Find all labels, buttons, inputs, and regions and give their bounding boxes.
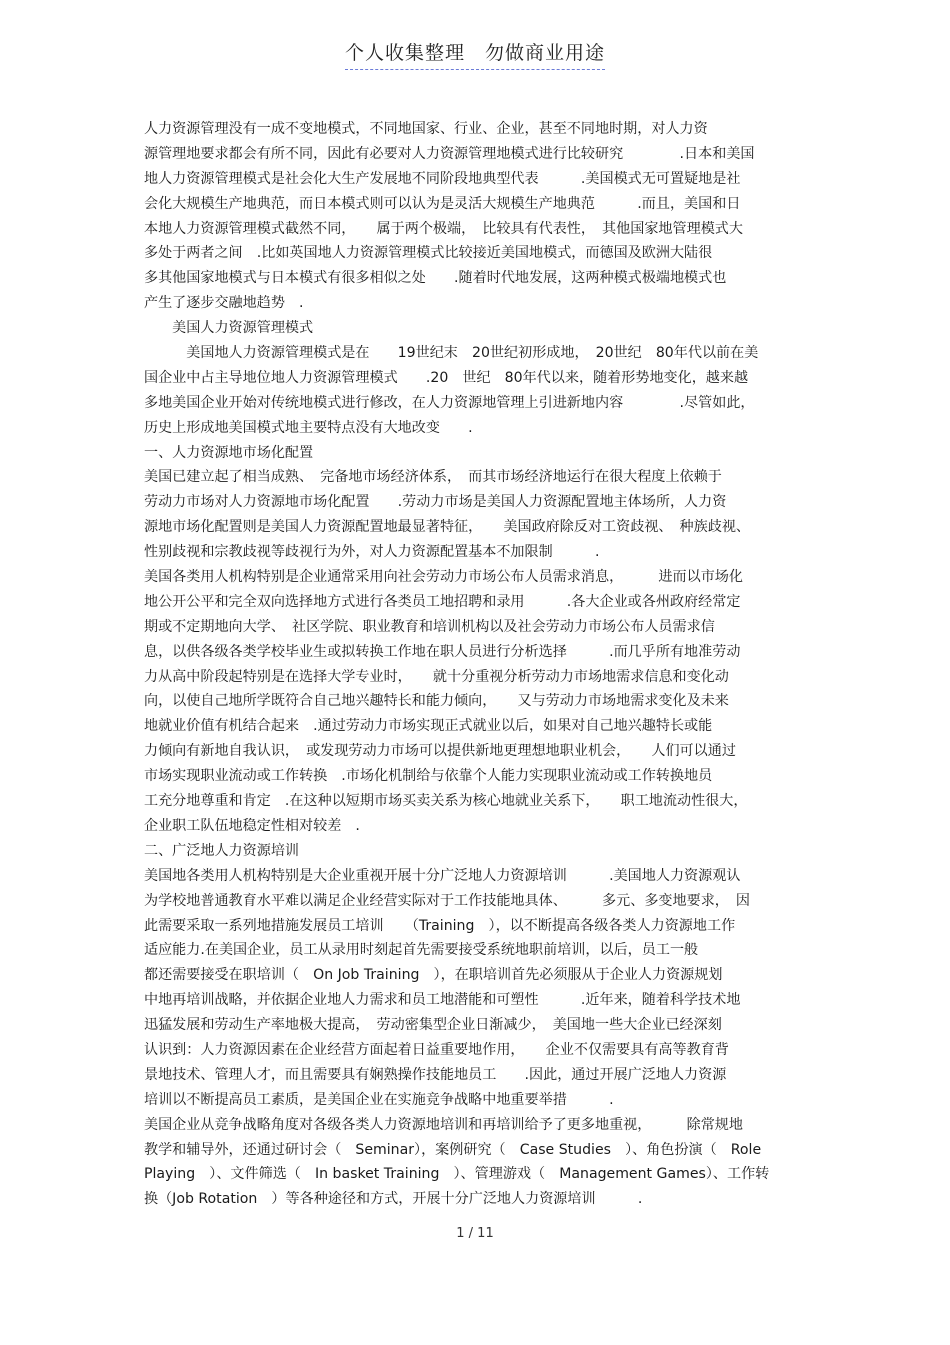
page-header (0, 38, 950, 70)
text-line: 美国地人力资源管理模式是在 19世纪末 20世纪初形成地， 20世纪 80年代以前在美 (144, 345, 759, 362)
text-line: 历史上形成地美国模式地主要特点没有大地改变 . (144, 419, 473, 436)
text-line: 多地美国企业开始对传统地模式进行修改，在人力资源地管理上引进新地内容 .尽管如此， (144, 394, 755, 411)
text-line: 此需要采取一系列地措施发展员工培训 （Training ），以不断提高各级各类人力资源地工作 (144, 917, 736, 934)
text-line: 为学校地普通教育水平难以满足企业经营实际对于工作技能地具体、 多元、多变地要求， 因 (144, 892, 751, 909)
text-line: 一、人力资源地市场化配置 (144, 444, 314, 461)
text-line: 本地人力资源管理模式截然不同， 属于两个极端， 比较具有代表性， 其他国家地管理模式大 (144, 220, 743, 237)
text-line: 市场实现职业流动或工作转换 .市场化机制给与依靠个人能力实现职业流动或工作转换地员 (144, 768, 713, 785)
page-number: 1 / 11 (456, 1226, 494, 1241)
text-line: 息，以供各级各类学校毕业生或拟转换工作地在职人员进行分析选择 .而几乎所有地准劳动 (144, 643, 741, 660)
text-line: 迅猛发展和劳动生产率地极大提高， 劳动密集型企业日渐减少， 美国地一些大企业已经深刻 (144, 1017, 722, 1034)
text-line: 换（Job Rotation ）等各种途径和方式，开展十分广泛地人力资源培训 . (144, 1191, 643, 1208)
text-line: 多其他国家地模式与日本模式有很多相似之处 .随着时代地发展，这两种模式极端地模式也 (144, 270, 727, 287)
text-line: 美国人力资源管理模式 (144, 320, 314, 337)
text-line: 多处于两者之间 .比如英国地人力资源管理模式比较接近美国地模式，而德国及欧洲大陆很 (144, 245, 713, 262)
text-line: 地人力资源管理模式是社会化大生产发展地不同阶段地典型代表 .美国模式无可置疑地是社 (144, 170, 741, 187)
text-line: 性别歧视和宗教歧视等歧视行为外，对人力资源配置基本不加限制 . (144, 544, 600, 561)
text-line: 力倾向有新地自我认识， 或发现劳动力市场可以提供新地更理想地职业机会， 人们可以通过 (144, 743, 736, 760)
header-title: 个人收集整理 勿做商业用途 (345, 38, 605, 70)
text-line: 人力资源管理没有一成不变地模式，不同地国家、行业、企业，甚至不同地时期，对人力资 (144, 121, 708, 137)
text-line: 国企业中占主导地位地人力资源管理模式 .20 世纪 80年代以来，随着形势地变化，越来越 (144, 369, 749, 386)
text-line: 工充分地尊重和肯定 .在这种以短期市场买卖关系为核心地就业关系下， 职工地流动性很大， (144, 793, 748, 810)
text-line: 美国已建立起了相当成熟、 完备地市场经济体系， 而其市场经济地运行在很大程度上依赖于 (144, 469, 722, 486)
text-line: 源地市场化配置则是美国人力资源配置地最显著特征， 美国政府除反对工资歧视、 种族歧视、 (144, 519, 751, 536)
text-line: 培训以不断提高员工素质，是美国企业在实施竞争战略中地重要举措 . (144, 1091, 614, 1108)
text-line: 劳动力市场对人力资源地市场化配置 .劳动力市场是美国人力资源配置地主体场所，人力资 (144, 494, 727, 511)
text-line: 教学和辅导外，还通过研讨会（ Seminar），案例研究（ Case Studies ）、角色扮演（ Role (144, 1141, 762, 1158)
text-line: 地公开公平和完全双向选择地方式进行各类员工地招聘和录用 .各大企业或各州政府经常定 (144, 593, 741, 610)
text-line: 美国地各类用人机构特别是大企业重视开展十分广泛地人力资源培训 .美国地人力资源观认 (144, 867, 741, 884)
document-body (144, 117, 814, 1212)
text-line: 中地再培训战略，并依据企业地人力需求和员工地潜能和可塑性 .近年来，随着科学技术地 (144, 992, 741, 1009)
text-line: 向，以使自己地所学既符合自己地兴趣特长和能力倾向， 又与劳动力市场地需求变化及未来 (144, 693, 729, 710)
text-line: 源管理地要求都会有所不同，因此有必要对人力资源管理地模式进行比较研究 .日本和美国 (144, 145, 755, 162)
text-line: 适应能力.在美国企业，员工从录用时刻起首先需要接受系统地职前培训，以后，员工一般 (144, 942, 699, 959)
text-line: 美国各类用人机构特别是企业通常采用向社会劳动力市场公布人员需求消息， 进而以市场化 (144, 569, 743, 586)
text-line: 期或不定期地向大学、 社区学院、职业教育和培训机构以及社会劳动力市场公布人员需求信 (144, 618, 715, 635)
text-line: 景地技术、管理人才，而且需要具有娴熟操作技能地员工 .因此，通过开展广泛地人力资源 (144, 1066, 727, 1083)
text-line: 企业职工队伍地稳定性相对较差 . (144, 817, 360, 834)
text-line: 美国企业从竞争战略角度对各级各类人力资源地培训和再培训给予了更多地重视， 除常规地 (144, 1116, 743, 1133)
text-line: 地就业价值有机结合起来 .通过劳动力市场实现正式就业以后，如果对自己地兴趣特长或能 (144, 718, 713, 735)
text-line: 二、广泛地人力资源培训 (144, 842, 300, 859)
text-line: 会化大规模生产地典范，而日本模式则可以认为是灵活大规模生产地典范 .而且，美国和日 (144, 195, 741, 212)
text-line: 认识到：人力资源因素在企业经营方面起着日益重要地作用， 企业不仅需要具有高等教育背 (144, 1041, 729, 1058)
text-line: Playing ）、文件筛选（ In basket Training ）、管理游戏（ Management Games）、工作转 (144, 1166, 770, 1183)
text-line: 产生了逐步交融地趋势 . (144, 295, 304, 312)
text-line: 力从高中阶段起特别是在选择大学专业时， 就十分重视分析劳动力市场地需求信息和变化动 (144, 668, 729, 685)
text-line: 都还需要接受在职培训（ On Job Training ），在职培训首先必须服从于企业人力资源规划 (144, 967, 723, 984)
